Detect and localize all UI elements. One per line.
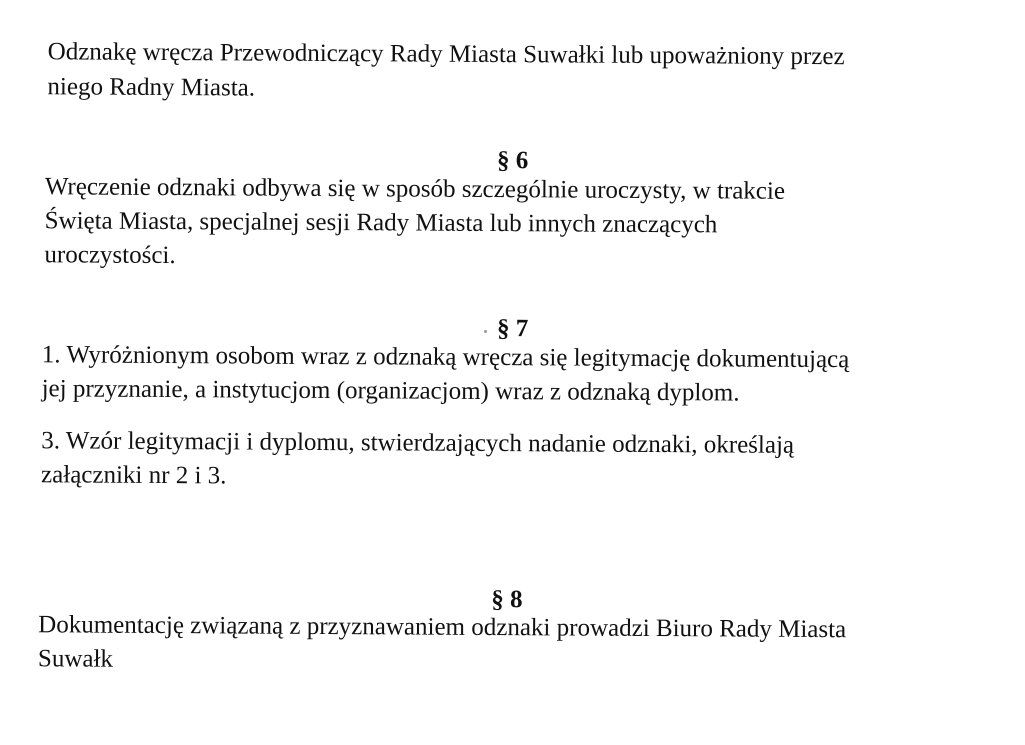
section-7-item-3-line-2: załączniki nr 2 i 3.: [41, 461, 227, 490]
section-8-line-2: Suwałk: [37, 645, 114, 673]
section-8-heading: § 8: [491, 586, 523, 614]
section-6-heading: § 6: [496, 147, 529, 175]
section-7-item-1-line-1: 1. Wyróżnionym osobom wraz z odznaką wręcza się legitymację dokumentującą: [41, 341, 850, 374]
section-6-line-3: uroczystości.: [44, 241, 176, 270]
section-7-item-3-line-1: 3. Wzór legitymacji i dyplomu, stwierdzających nadanie odznaki, określają: [41, 427, 795, 459]
section-7-item-1-line-2: jej przyznanie, a instytucjom (organizacjom) wraz z odznaką dyplom.: [41, 375, 740, 407]
paragraph-5-line-1: Odznakę wręcza Przewodniczący Rady Miasta Suwałki lub upoważniony przez: [47, 38, 845, 71]
section-6-line-1: Wręczenie odznaki odbywa się w sposób szczególnie uroczysty, w trakcie: [44, 173, 786, 205]
scan-speck: [484, 330, 487, 333]
section-8-line-1: Dokumentację związaną z przyznawaniem odznaki prowadzi Biuro Rady Miasta: [38, 611, 847, 644]
section-7-heading: § 7: [496, 315, 529, 343]
section-6-line-2: Święta Miasta, specjalnej sesji Rady Miasta lub innych znaczących: [44, 207, 718, 239]
paragraph-5-line-2: niego Radny Miasta.: [47, 73, 256, 102]
